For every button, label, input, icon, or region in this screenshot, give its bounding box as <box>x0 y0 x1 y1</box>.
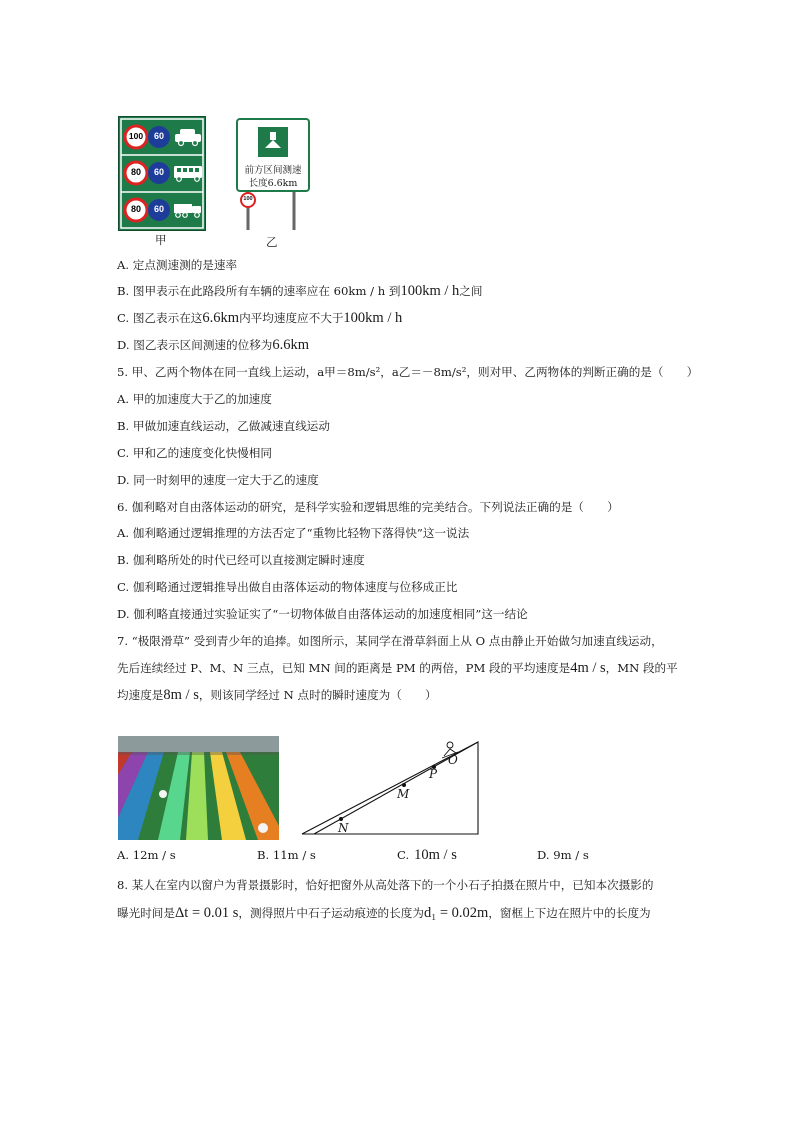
q7-option-d: D. 9m / s <box>537 848 589 862</box>
truck-icon <box>174 204 201 217</box>
row2-max-limit: 80 <box>130 167 141 177</box>
q7-l2-value: 4m / s <box>570 660 606 676</box>
q7-line3 <box>117 687 437 703</box>
q7-option-a: A. 12m / s <box>117 848 176 862</box>
label-o: O <box>448 753 458 767</box>
q4-d-pre: D. 图乙表示区间测速的位移为 <box>117 338 273 352</box>
q6-option-c: C. 伽利略通过逻辑推导出做自由落体运动的物体速度与位移成正比 <box>117 580 458 594</box>
q4-c-value2: 100km / h <box>343 310 403 326</box>
q6-option-a: A. 伽利略通过逻辑推理的方法否定了“重物比轻物下落得快”这一说法 <box>117 526 470 540</box>
q4-d-value: 6.6km <box>272 337 310 353</box>
sign-yi-limit: 100 <box>243 196 253 202</box>
q7-line1: 7. “极限滑草” 受到青少年的追捧。如图所示，某同学在滑草斜面上从 O 点由静止开始做匀加速直线运动， <box>117 634 663 648</box>
grass-slide-photo <box>118 736 279 840</box>
row1-min-limit: 60 <box>153 131 164 141</box>
figure-yi-caption: 乙 <box>266 235 278 249</box>
q8-l2-post: ，窗框上下边在照片中的长度为 <box>488 906 651 920</box>
q7-l2-pre: 先后连续经过 P、M、N 三点，已知 MN 间的距离是 PM 的两倍，PM 段的平均速度是 <box>117 661 571 675</box>
q5-option-d: D. 同一时刻甲的速度一定大于乙的速度 <box>117 473 319 487</box>
q4-option-a: A. 定点测速测的是速率 <box>117 258 238 272</box>
q4-c-mid: 内平均速度应不大于 <box>239 311 344 325</box>
sign-yi-line2: 长度6.6km <box>248 178 298 189</box>
q4-option-c <box>117 310 402 326</box>
row3-max-limit: 80 <box>130 204 141 214</box>
bus-icon <box>174 166 202 181</box>
q5-option-c: C. 甲和乙的速度变化快慢相同 <box>117 446 272 460</box>
q7-line2 <box>117 660 678 676</box>
q8-l2-mid: ，测得照片中石子运动痕迹的长度为 <box>238 906 424 920</box>
figure-jia-caption: 甲 <box>155 233 167 247</box>
q7-l3-post: ，则该同学经过 N 点时的瞬时速度为（ ） <box>198 688 437 702</box>
q8-line1: 8. 某人在室内以窗户为背景摄影时，恰好把窗外从高处落下的一个小石子拍摄在照片中，已知本次摄影的 <box>117 878 654 892</box>
q7-c-pre: C. <box>397 848 410 862</box>
q6-stem: 6. 伽利略对自由落体运动的研究，是科学实验和逻辑思维的完美结合。下列说法正确的是（ ） <box>117 500 619 514</box>
q8-l2-value2: d₁ = 0.02m <box>423 905 489 921</box>
q7-l3-pre: 均速度是 <box>117 688 164 702</box>
speed-limit-sign-jia <box>118 116 206 231</box>
grass-slide-image <box>118 736 279 840</box>
q4-option-d <box>117 337 309 353</box>
q4-b-value: 100km / h <box>400 283 460 299</box>
q8-l2-pre: 曝光时间是 <box>117 906 175 920</box>
slope-diagram-graphic <box>300 736 485 840</box>
q4-option-b <box>117 283 482 299</box>
q7-option-c <box>397 847 457 863</box>
q7-c-value: 10m / s <box>414 847 457 863</box>
q5-option-a: A. 甲的加速度大于乙的加速度 <box>117 392 272 406</box>
q6-option-d: D. 伽利略直接通过实验证实了“一切物体做自由落体运动的加速度相同”这一结论 <box>117 607 528 621</box>
q7-l2-post: ，MN 段的平 <box>605 661 678 675</box>
row3-min-limit: 60 <box>153 204 164 214</box>
car-icon <box>175 129 201 146</box>
row1-max-limit: 100 <box>128 131 144 141</box>
q6-option-b: B. 伽利略所处的时代已经可以直接测定瞬时速度 <box>117 553 365 567</box>
label-n: N <box>338 821 349 835</box>
q4-b-post: 之间 <box>459 284 483 298</box>
q7-l3-value: 8m / s <box>163 687 199 703</box>
q8-l2-value1: Δt = 0.01 s <box>174 905 239 921</box>
slope-diagram <box>300 736 485 840</box>
section-speed-sign-yi <box>236 118 310 230</box>
sign-yi-line1: 前方区间测速 <box>244 165 302 176</box>
label-m: M <box>397 787 410 801</box>
q4-c-value1: 6.6km <box>202 310 240 326</box>
q4-b-pre: B. 图甲表示在此路段所有车辆的速率应在 60km / h 到 <box>117 284 401 298</box>
q7-option-b: B. 11m / s <box>257 848 316 862</box>
q4-c-pre: C. 图乙表示在这 <box>117 311 203 325</box>
label-p: P <box>429 767 438 781</box>
q5-stem: 5. 甲、乙两个物体在同一直线上运动，a甲＝8m/s²，a乙＝－8m/s²，则对甲、乙两物体的判断正确的是（ ） <box>117 365 699 379</box>
row2-min-limit: 60 <box>153 167 164 177</box>
q5-option-b: B. 甲做加速直线运动，乙做减速直线运动 <box>117 419 330 433</box>
q8-line2 <box>117 905 651 921</box>
